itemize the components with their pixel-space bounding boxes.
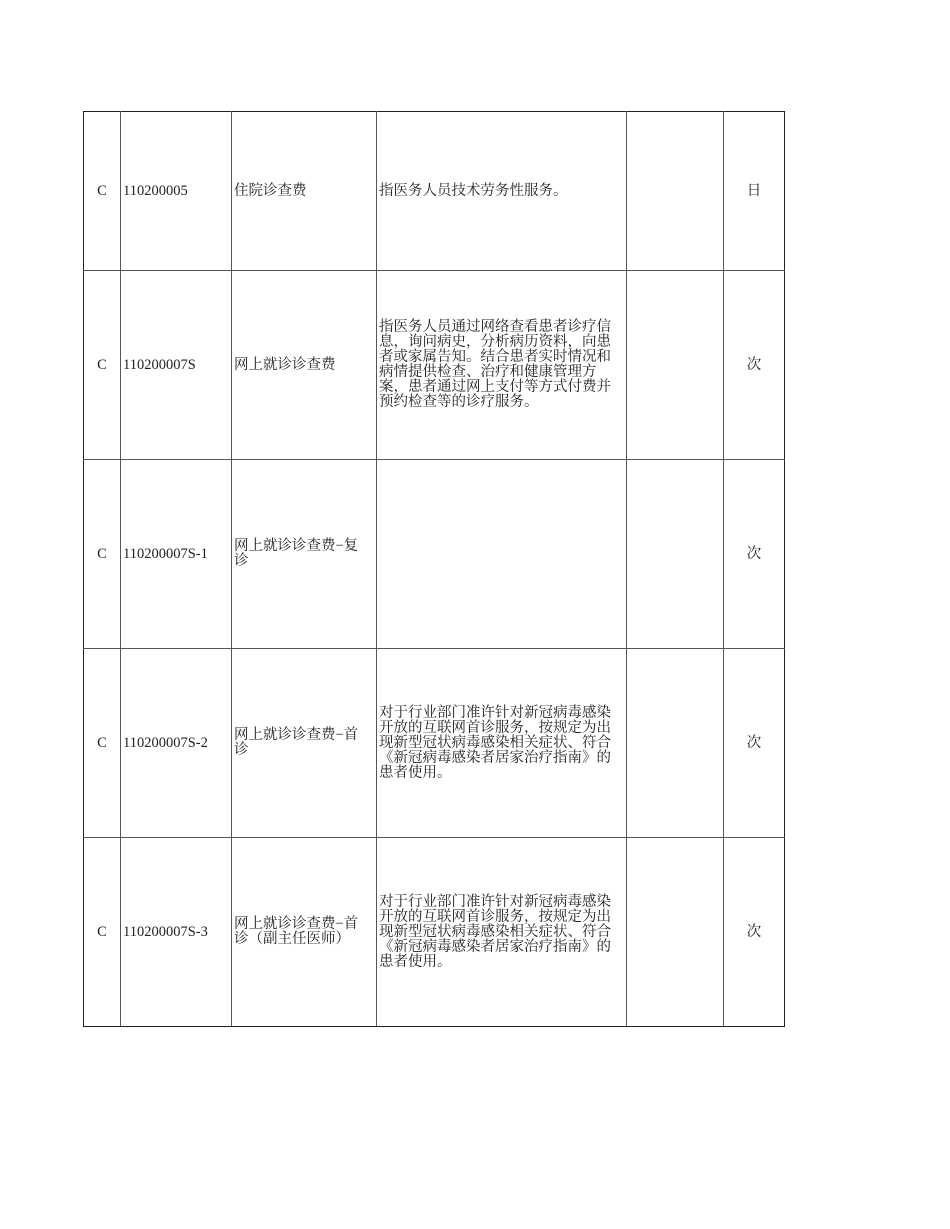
extra-cell xyxy=(627,838,724,1027)
code-cell: 110200007S xyxy=(121,271,232,460)
table-row xyxy=(84,460,785,649)
category-cell: C xyxy=(84,649,121,838)
fee-schedule-table xyxy=(83,111,785,1027)
unit-cell: 次 xyxy=(724,649,785,838)
description-cell: 对于行业部门准许针对新冠病毒感染开放的互联网首诊服务，按规定为出现新型冠状病毒感染相关症状、符合《新冠病毒感染者居家治疗指南》的患者使用。 xyxy=(377,649,627,838)
description-cell: 指医务人员通过网络查看患者诊疗信息，询问病史，分析病历资料，向患者或家属告知。结合患者实时情况和病情提供检查、治疗和健康管理方案，患者通过网上支付等方式付费并预约检查等的诊疗服务。 xyxy=(377,271,627,460)
name-cell: 住院诊查费 xyxy=(232,112,377,271)
name-cell: 网上就诊诊查费−首诊（副主任医师） xyxy=(232,838,377,1027)
category-cell: C xyxy=(84,112,121,271)
name-cell: 网上就诊诊查费−首诊 xyxy=(232,649,377,838)
table-row xyxy=(84,112,785,271)
name-cell: 网上就诊诊查费 xyxy=(232,271,377,460)
table-row xyxy=(84,271,785,460)
unit-cell: 次 xyxy=(724,271,785,460)
code-cell: 110200007S-3 xyxy=(121,838,232,1027)
unit-cell: 次 xyxy=(724,460,785,649)
unit-cell: 次 xyxy=(724,838,785,1027)
extra-cell xyxy=(627,649,724,838)
extra-cell xyxy=(627,112,724,271)
category-cell: C xyxy=(84,838,121,1027)
description-cell xyxy=(377,460,627,649)
table-row xyxy=(84,649,785,838)
code-cell: 110200007S-1 xyxy=(121,460,232,649)
extra-cell xyxy=(627,460,724,649)
description-cell: 指医务人员技术劳务性服务。 xyxy=(377,112,627,271)
table-row xyxy=(84,838,785,1027)
category-cell: C xyxy=(84,460,121,649)
category-cell: C xyxy=(84,271,121,460)
extra-cell xyxy=(627,271,724,460)
name-cell: 网上就诊诊查费−复诊 xyxy=(232,460,377,649)
description-cell: 对于行业部门准许针对新冠病毒感染开放的互联网首诊服务，按规定为出现新型冠状病毒感染相关症状、符合《新冠病毒感染者居家治疗指南》的患者使用。 xyxy=(377,838,627,1027)
unit-cell: 日 xyxy=(724,112,785,271)
code-cell: 110200007S-2 xyxy=(121,649,232,838)
code-cell: 110200005 xyxy=(121,112,232,271)
